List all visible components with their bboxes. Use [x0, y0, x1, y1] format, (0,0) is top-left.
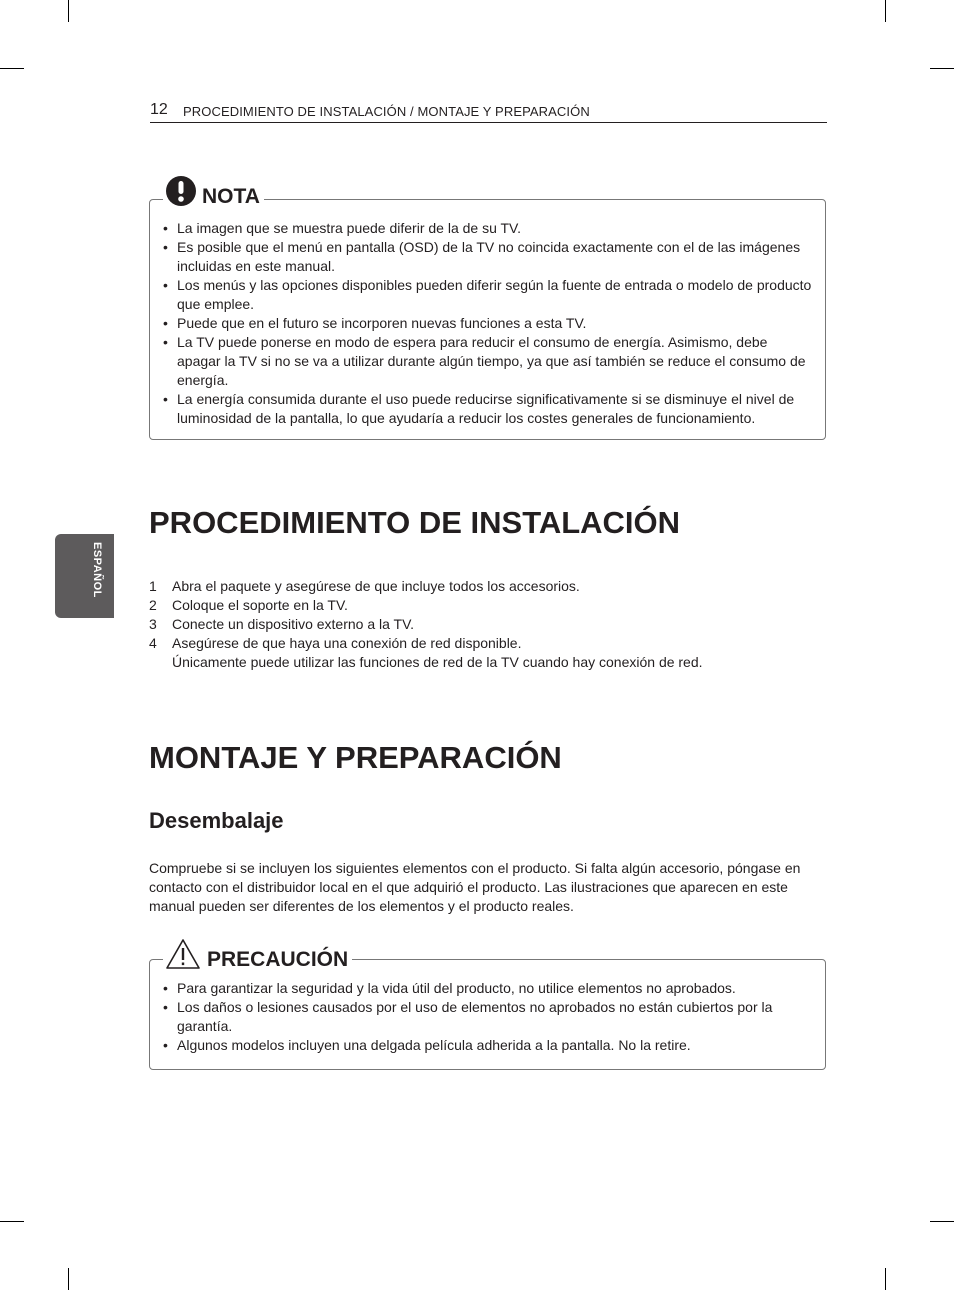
caution-box [149, 948, 826, 1070]
unpacking-paragraph: Compruebe si se incluyen los siguientes elementos con el producto. Si falta algún accesorio, póngase en contacto con el distribuidor local en el que adquirió el producto. Las ilustraciones que aparecen en este manual pueden ser diferentes de los elementos y el producto reales. [149, 860, 801, 914]
list-item: • La TV puede ponerse en modo de espera para reducir el consumo de energía. Asimismo, debe apagar la TV si no se va a utilizar durante algún tiempo, ya que así también se reduce el consumo de energía. [162, 333, 813, 390]
step-item [149, 615, 826, 634]
crop-mark [68, 1268, 69, 1290]
crop-mark [68, 0, 69, 22]
crop-mark [930, 1221, 954, 1222]
unpacking-subheading: Desembalaje [149, 808, 284, 833]
step-item [149, 596, 826, 615]
step-item [149, 577, 826, 596]
note-title-text: NOTA [202, 185, 260, 208]
crop-mark [0, 1221, 24, 1222]
step-text: Abra el paquete y asegúrese de que incluye todos los accesorios. [172, 578, 580, 594]
page-number: 12 [150, 101, 168, 118]
caution-list [162, 979, 813, 1055]
step-number: 1 [149, 578, 157, 594]
caution-title-text: PRECAUCIÓN [207, 948, 349, 971]
exclamation-icon [165, 175, 197, 207]
page-header [150, 100, 827, 123]
crop-mark [0, 68, 24, 69]
crop-mark [930, 68, 954, 69]
step-number: 2 [149, 597, 157, 613]
language-tab-label: ESPAÑOL [91, 542, 103, 598]
step-text: Asegúrese de que haya una conexión de red disponible. [172, 635, 522, 651]
note-list [162, 219, 813, 428]
list-item: • Para garantizar la seguridad y la vida útil del producto, no utilice elementos no aprobados. [162, 979, 813, 998]
list-item: • La imagen que se muestra puede diferir de la de su TV. [162, 219, 813, 238]
note-box [149, 185, 826, 440]
list-item: • Los menús y las opciones disponibles pueden diferir según la fuente de entrada o modelo de producto que emplee. [162, 276, 813, 314]
list-item: • Los daños o lesiones causados por el uso de elementos no aprobados no están cubiertos por la garantía. [162, 998, 813, 1036]
list-item: • Es posible que el menú en pantalla (OSD) de la TV no coincida exactamente con el de las imágenes incluidas en este manual. [162, 238, 813, 276]
step-text: Conecte un dispositivo externo a la TV. [172, 616, 415, 632]
step-item [149, 634, 826, 672]
step-subtext: Únicamente puede utilizar las funciones de red de la TV cuando hay conexión de red. [172, 654, 703, 670]
installation-heading: PROCEDIMIENTO DE INSTALACIÓN [149, 505, 681, 540]
list-item: • La energía consumida durante el uso puede reducirse significativamente si se disminuye el nivel de luminosidad de la pantalla, lo que ayudaría a reducir los costes generales de funcionamiento. [162, 390, 813, 428]
step-number: 3 [149, 616, 157, 632]
running-head: PROCEDIMIENTO DE INSTALACIÓN / MONTAJE Y PREPARACIÓN [183, 104, 590, 119]
list-item: • Algunos modelos incluyen una delgada película adherida a la pantalla. No la retire. [162, 1036, 813, 1055]
list-item: • Puede que en el futuro se incorporen nuevas funciones a esta TV. [162, 314, 813, 333]
crop-mark [885, 1268, 886, 1290]
warning-triangle-icon [165, 938, 201, 970]
step-text: Coloque el soporte en la TV. [172, 597, 348, 613]
installation-steps [149, 577, 826, 672]
crop-mark [885, 0, 886, 22]
caution-title [163, 937, 352, 971]
language-tab [55, 534, 114, 618]
assembly-heading: MONTAJE Y PREPARACIÓN [149, 740, 562, 775]
step-number: 4 [149, 635, 157, 651]
note-title [163, 175, 264, 207]
